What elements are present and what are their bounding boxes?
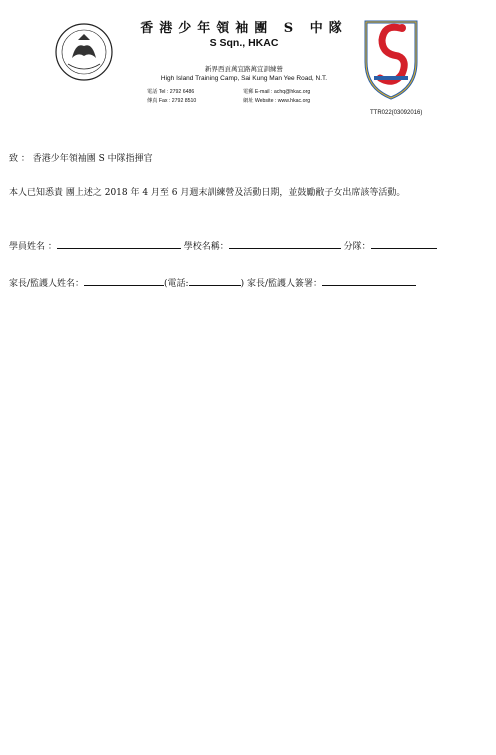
org-title-en: S Sqn., HKAC: [209, 37, 279, 49]
consent-paragraph: 本人已知悉貴 團上述之 2018 年 4 月至 6 月週末訓練營及活動日期，並鼓勵敝子女出席該等活動。: [9, 188, 406, 198]
student-info-row: [9, 239, 437, 252]
guardian-signature-field[interactable]: [322, 277, 416, 286]
guardian-signature-label: 家長/監護人簽署：: [246, 279, 323, 289]
org-title-zh: 香港少年領袖團 S 中隊: [140, 21, 348, 36]
student-name-field[interactable]: [57, 240, 181, 249]
troop-field[interactable]: [371, 240, 437, 249]
phone-label: (電話:: [164, 279, 189, 289]
troop-label: 分隊：: [343, 242, 371, 252]
fax-text: 傳真 Fax : 2792 8510: [147, 98, 197, 104]
school-name-label: 學校名稱：: [183, 242, 229, 252]
tel-text: 電話 Tel : 2792 6486: [147, 89, 195, 95]
guardian-name-label: 家長/監護人姓名：: [9, 279, 85, 289]
reference-number: TTR022(03092016): [370, 110, 423, 116]
email-text: 電郵 E-mail : achq@hkac.org: [243, 89, 311, 95]
school-name-field[interactable]: [229, 240, 341, 249]
guardian-name-field[interactable]: [84, 277, 164, 286]
phone-close: ): [240, 279, 245, 289]
address-zh: 新界西貢萬宜路萬宜訓練營: [205, 66, 283, 73]
address-en: High Island Training Camp, Sai Kung Man Yee Road, N.T.: [160, 75, 328, 82]
website-text: 網址 Website : www.hkac.org: [243, 98, 311, 104]
phone-field[interactable]: [189, 277, 241, 286]
addressee-line: 致 ： 香港少年領袖團 S 中隊指揮官: [9, 154, 153, 164]
guardian-info-row: [9, 276, 416, 289]
student-name-label: 學員姓名 ：: [9, 242, 57, 252]
